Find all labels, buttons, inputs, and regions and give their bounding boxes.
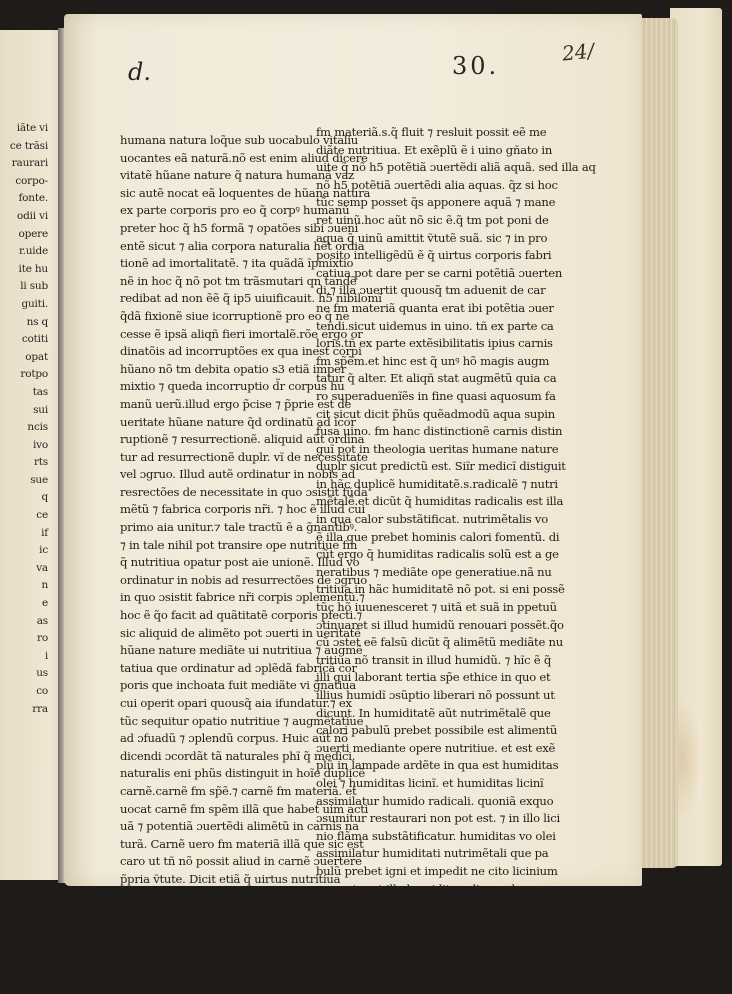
text-column-right: fm materiã.s.q̃ fluit ⁊ resluit possit diãte nutritiua. Et exẽplũ ẽ i uino uite q̃ nõ h5 potẽtiã ɔuertẽdi aliã nõ h5 potẽtiã ɔuertẽdi alia aquas. q̃z tũc semp posset q̃s apponere aquã ret uinũ.hoc aũt nõ sic ẽ.q̃ tm pot aqua q̃ uinũ amittit ṽtutẽ suã. sic ⁊ posito intelligẽdũ ẽ q̃ uirtus corporis catiua pot dare per se carni potẽtiã di.⁊ illa ɔuertit quousq̃ tm aduenit ne fm materiã quanta erat ibi potẽtia tendi.sicut uidemus in uino. tñ ex loris.tñ ex parte extẽsibilitatis ipius fm sp̃ẽm.et hinc est q̃ unꝰ hõ magis tatur q̃ alter. Et aliqñ stat augmẽtũ ro superaduenĩẽs in fine quasi aquosum cit sicut dicit p̃hũs quẽadmodũ aqua fusa uino. fm hanc distinctionẽ carnis guĩ pot in theologia ueritas humane duplr sicut predictũ est. Siĩr medicĩ in hãc duplicẽ humiditatẽ.s.radicalẽ mẽtalẽ.et dicũt q̃ humiditas radicalis in qua calor substãtificat. nutrimẽtalis ẽ illa que prebet hominis calori cũt ergo q̃ humiditas radicalis solũ neratibus ⁊ mediãte ope generatiue.nã tritiua in hãc humiditatẽ nõ pot. si tũc hõ iuuenesceret ⁊ uitã et suã in ɔtinuaret si illud humidũ renouari cũ ɔstet eẽ falsũ dicũt q̃ alimẽtũ tritiua nõ transit in illud humidũ. ⁊ illi qui laborant tertia sp̃e ethice in illius humidĩ ɔsũptio liberari nõ dicunt. In humiditatẽ aũt nutrimẽtalẽ calori pabulũ prebet possibile est ɔuerti mediante opere nutritiue. et plũ in lampade ardẽte in qua est olei ⁊ humiditas licinĩ. et humiditas assimilatur humido radicali. quoniã ɔsumitur restaurari non pot est. ⁊ in nio flãma substãtificatur. humiditas assimilatur humiditati nutrimẽtali bulũ prebet igni et impedit ne cito ɔsumatur.et illa humiditas aliquando auge tur.aliquãdo minuitur. aliquãdo ɔsumitur. aliquãdo restauratur. Et iuxta hanc duplicẽ humiditatẽ distinguit theologĩ duplr hũane nature ṽitatẽ sicut priꝰ dictũ ẽ. Et p hoc p3 rñsio ad.q.p̃posita.p3 etiã rñsio ad obiecta xyxy=(316,125,558,984)
signature-mark: d. xyxy=(128,58,151,86)
text-column-left: humana natura loq̃ue sub uocabulo uocantes eã naturã.nõ est enim aliud vitatẽ hũane nature q̃ natura humanã sic autẽ nocat eã loquentes de hũana ex parte corporis pro eo q̃ corpꝰ preter hoc q̃ h5 formã ⁊ opatões sibi entẽ sicut ⁊ alia corpora naturalia tionẽ ad imortalitatẽ. ⁊ ita quãdã nẽ in hoc q̃ nõ pot tm trãsmutari qn redibat ad non ẽẽ q̃ ip5 uiuificauit. q̃dã fixionẽ siue icorruptionẽ pro eo cesse ẽ ipsã aliqñ fieri imortalẽ.rõe dinatõis ad incorruptões ex qua inest hũano nõ tm debita opatio s3 etiã mixtio ⁊ queda incorruptio d̃r corpus manũ uerũ.illud ergo p̃cise ⁊ p̃prie ueritate hũane nature q̃d ordinatũ ruptionẽ ⁊ resurrectionẽ. aliquid aũt tur ad resurrectionẽ duplr. vĩ de vel ɔgruo. Illud autẽ ordinatur in resrectões de necessitate in quo mẽtũ ⁊ fabrica corporis nr̃i. ⁊ hoc ẽ primo aia unitur.⁊ tale tractũ ẽ a ⁊ in tale nihil pot transire ope nutritiue q̃ nutritiua opatur post aie unionẽ. ordinatur in nobis ad resurrectões in quo ɔsistit fabrice nr̃i corpis hoc ẽ q̃o facit ad quãtitatẽ corporis sic aliquid de alimẽto pot ɔuerti in hũane nature mediãte ui nutritiua ⁊ tatiua que ordinatur ad ɔplẽdã fabricã poris que inchoata fuit mediãte vi cui operit opari quousq̃ aia ifundatur.⁊ tũc sequitur opatio nutritiue ⁊ ad ɔfuadũ ⁊ ɔplendũ corpus. Huic dicendi ɔcordãt tã naturales phĩ q̃ naturalis eni phũs distinguit in hoĩe carnẽ.carnẽ fm sp̃ẽ.⁊ carnẽ fm materiã. uocat carnẽ fm spẽm illã que habet uã ⁊ potentiã ɔuertẽdi alimẽtũ in turã. Carnẽ uero fm materiã illã que caro ut tñ nõ possit aliud in carnẽ p̃pria ṽtute. Dicit etiã q̃ uirtus nutritiua ⁊ augmẽtatiua non ɔuertit alimẽtũ in carnẽ fm sp̃ẽm sed fm materiã. quia si aliter eẽt tũc nunq̃ staret augmẽtũ. augmẽto eni car nis cresceret ⁊ uirtus augmẽtandi. hoc aũt nõ sic ẽ.et ita caro fm sp̃ẽm solũ est a gene ratibꝰ siue mediãte generatiua.quãuis caro xyxy=(120,133,364,992)
folio-number: 30. xyxy=(452,52,500,80)
left-page-text-fragments: iãte vi ce trãsi raurari corpo- fonte. odii vi opere r.uide ite hu li sub guiti. ns q cotiti opat rotpo tas sui ncis ivo rts sue q ce if ic va n e as ro i us co rra xyxy=(9,122,48,715)
manuscript-folio-mark: 24/ xyxy=(560,38,596,66)
